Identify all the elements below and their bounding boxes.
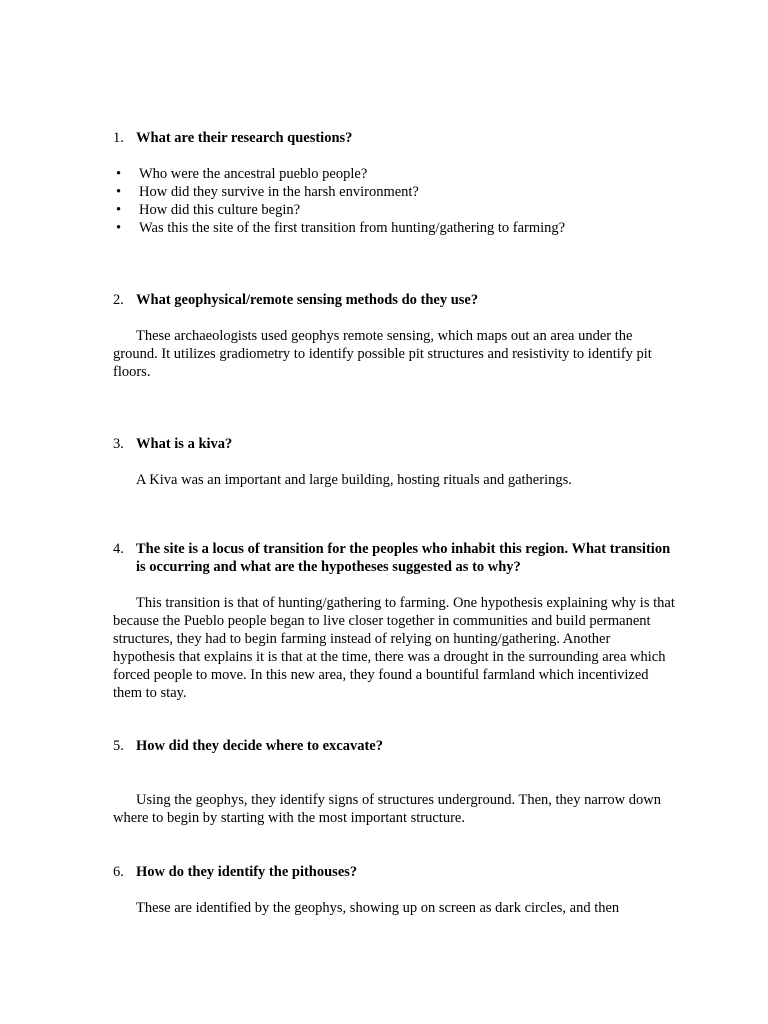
question-6 — [113, 863, 675, 881]
question-number: 1. — [113, 130, 124, 146]
question-5 — [113, 737, 675, 755]
question-text: The site is a locus of transition for the peoples who inhabit this region. What transition is occurring and what are the hypotheses suggested as to why? — [136, 541, 671, 575]
question-number: 6. — [113, 864, 124, 880]
bullet-icon: • — [116, 202, 122, 218]
question-text: What geophysical/remote sensing methods do they use? — [136, 292, 479, 308]
question-number: 5. — [113, 738, 124, 754]
list-item — [113, 219, 675, 237]
bullet-icon: • — [116, 220, 122, 236]
question-number: 2. — [113, 292, 124, 308]
question-number: 3. — [113, 436, 124, 452]
question-text: What is a kiva? — [136, 436, 233, 452]
answer-6: These are identified by the geophys, showing up on screen as dark circles, and then — [136, 900, 620, 916]
question-3 — [113, 435, 675, 453]
list-item-text: How did they survive in the harsh environment? — [139, 184, 419, 200]
question-number: 4. — [113, 541, 124, 557]
list-item — [113, 201, 675, 219]
list-item-text: Was this the site of the first transition from hunting/gathering to farming? — [139, 220, 566, 236]
answer-4: This transition is that of hunting/gathering to farming. One hypothesis explaining why is that because the Pueblo people began to live closer together in communities and build permanent structures, they had to begin farming instead of relying on hunting/gathering. Another hypothesis that explains it is that at the time, there was a drought in the surrounding area which forced people to move. In this new area, they found a bountiful farmland which incentivized them to stay. — [113, 595, 675, 701]
bullet-icon: • — [116, 166, 122, 182]
research-questions-list — [113, 165, 675, 237]
question-4 — [113, 540, 675, 576]
question-2 — [113, 291, 675, 309]
list-item-text: Who were the ancestral pueblo people? — [139, 166, 368, 182]
answer-3: A Kiva was an important and large building, hosting rituals and gatherings. — [136, 472, 572, 488]
answer-2: These archaeologists used geophys remote sensing, which maps out an area under the ground. It utilizes gradiometry to identify possible pit structures and resistivity to identify pit floors. — [113, 328, 652, 380]
list-item — [113, 165, 675, 183]
question-text: What are their research questions? — [136, 130, 353, 146]
bullet-icon: • — [116, 184, 122, 200]
list-item-text: How did this culture begin? — [139, 202, 301, 218]
answer-5: Using the geophys, they identify signs of structures underground. Then, they narrow down where to begin by starting with the most important structure. — [113, 792, 662, 826]
list-item — [113, 183, 675, 201]
question-1 — [113, 129, 675, 147]
question-text: How do they identify the pithouses? — [136, 864, 358, 880]
question-text: How did they decide where to excavate? — [136, 738, 383, 754]
